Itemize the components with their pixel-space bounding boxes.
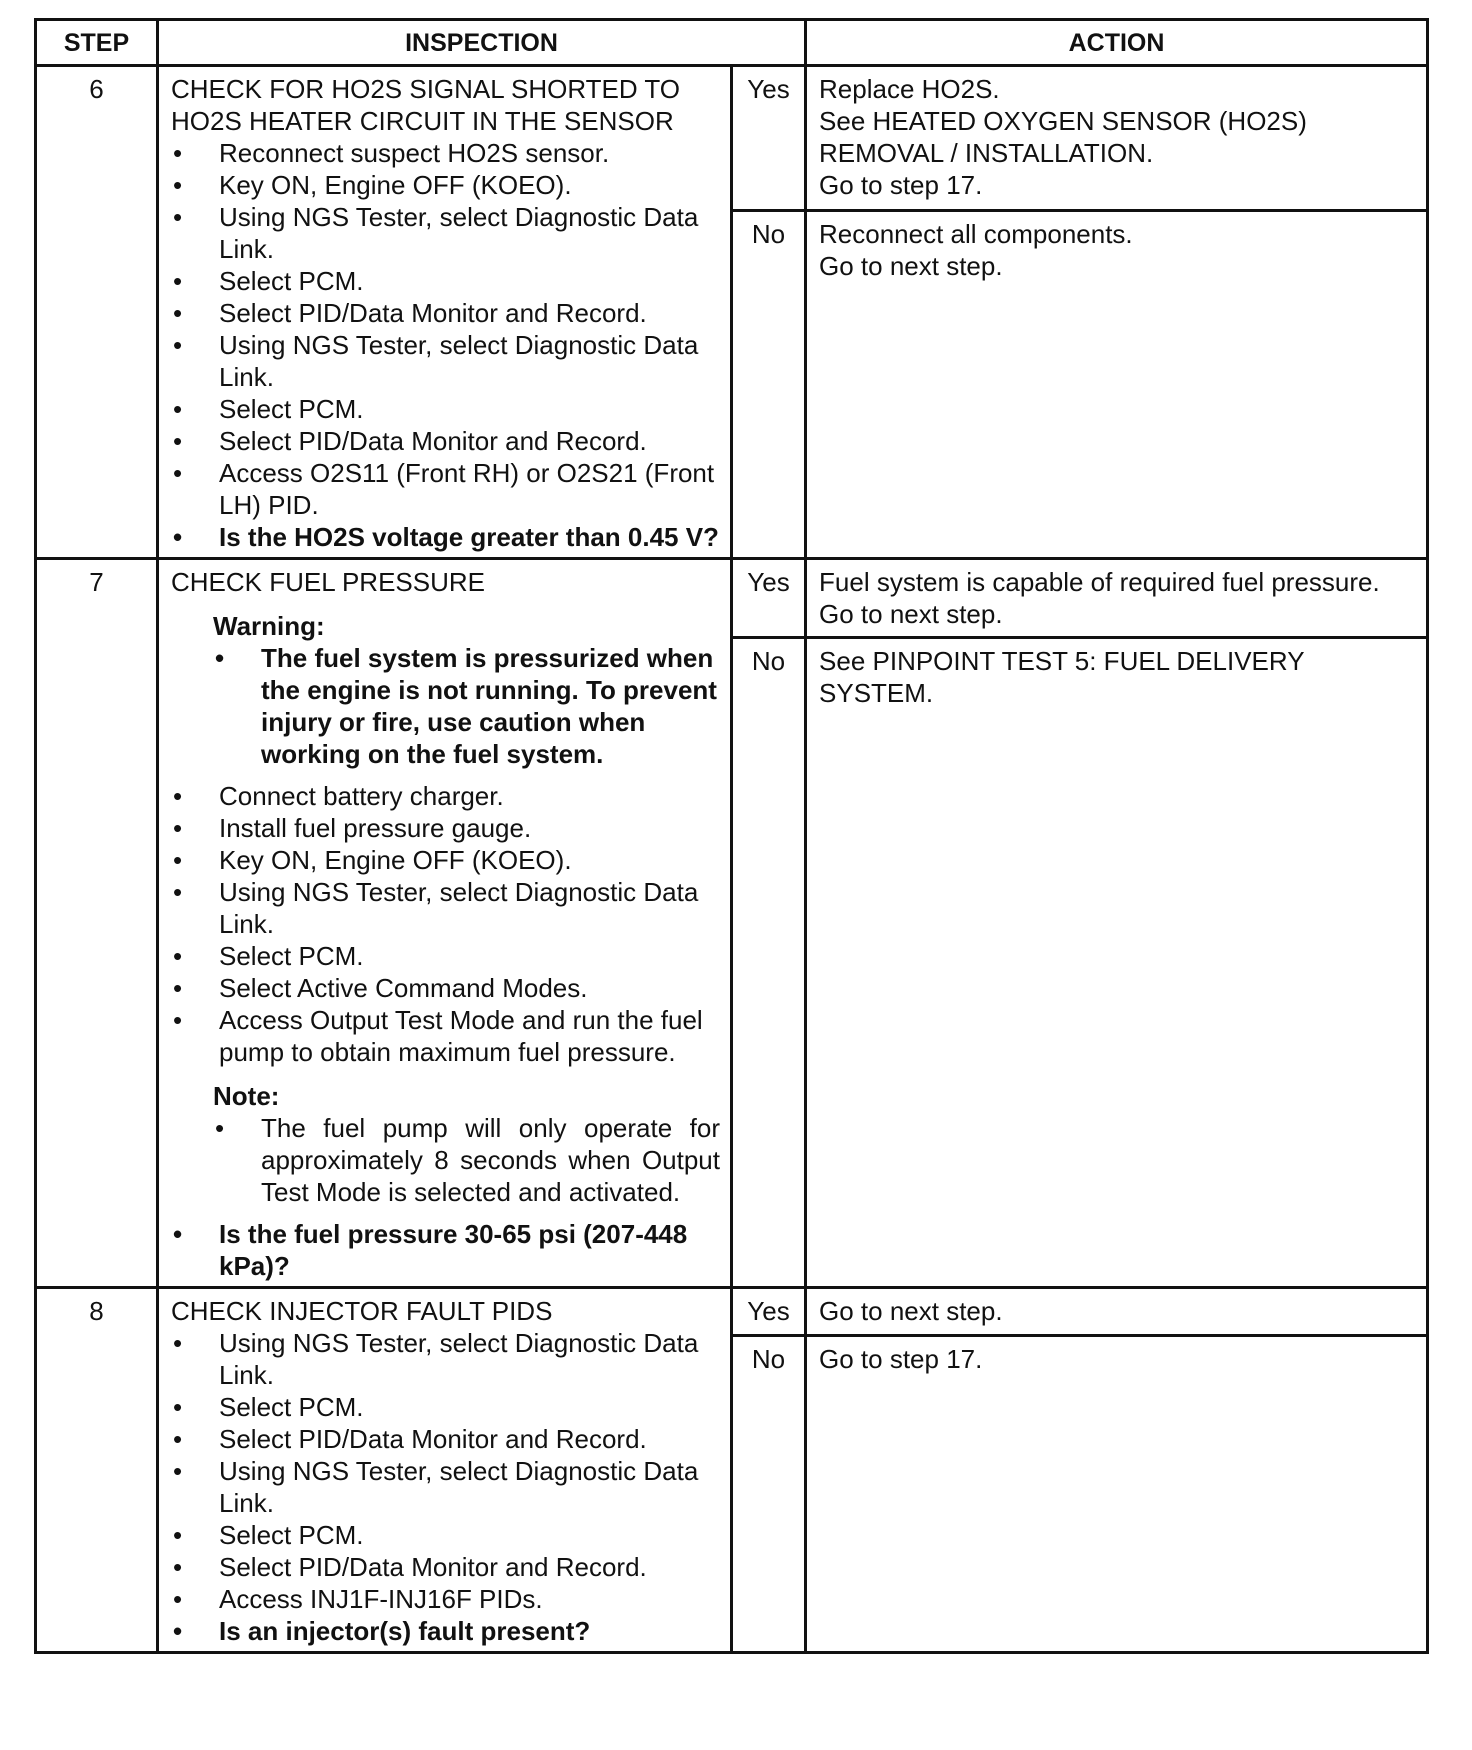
list-item: • Select PCM. <box>171 1391 720 1423</box>
list-item: • Using NGS Tester, select Diagnostic Data Link. <box>171 201 720 265</box>
warning-label: Warning: <box>213 611 325 641</box>
yes-action <box>806 66 1428 211</box>
inspection-cell <box>158 66 732 559</box>
action-line: Go to step 17. <box>819 170 983 200</box>
warning-list <box>213 642 720 770</box>
action-line: Go to next step. <box>819 599 1003 629</box>
list-item: • Access INJ1F-INJ16F PIDs. <box>171 1583 720 1615</box>
step-7-yes-row <box>36 559 1428 638</box>
step-number: 6 <box>36 66 158 559</box>
action-line: Reconnect all components. <box>819 219 1133 249</box>
step-title-line: HO2S HEATER CIRCUIT IN THE SENSOR <box>171 106 674 136</box>
list-item: • Using NGS Tester, select Diagnostic Data Link. <box>171 876 720 940</box>
inspection-bullets <box>171 137 720 553</box>
list-item: • Using NGS Tester, select Diagnostic Data Link. <box>171 329 720 393</box>
step-title: CHECK INJECTOR FAULT PIDS <box>171 1296 553 1326</box>
no-action <box>806 211 1428 559</box>
list-item: • Select PID/Data Monitor and Record. <box>171 297 720 329</box>
list-item: • Key ON, Engine OFF (KOEO). <box>171 169 720 201</box>
list-item: • Access O2S11 (Front RH) or O2S21 (Front LH) PID. <box>171 457 720 521</box>
no-label: No <box>732 638 806 1288</box>
inspection-bullets <box>171 1327 720 1647</box>
diagnostic-table <box>34 18 1429 1654</box>
action-line: Go to next step. <box>819 251 1003 281</box>
header-action: ACTION <box>806 20 1428 66</box>
header-row <box>36 20 1428 66</box>
action-line: Fuel system is capable of required fuel pressure. <box>819 567 1380 597</box>
action-line: Go to step 17. <box>819 1344 983 1374</box>
no-label: No <box>732 1336 806 1653</box>
action-line: Go to next step. <box>819 1296 1003 1326</box>
list-item: • Using NGS Tester, select Diagnostic Data Link. <box>171 1327 720 1391</box>
warning-text: • The fuel system is pressurized when the engine is not running. To prevent injury or fire, use caution when working on the fuel system. <box>213 642 720 770</box>
no-action <box>806 1336 1428 1653</box>
question-item: • Is the fuel pressure 30-65 psi (207-448 kPa)? <box>171 1218 720 1282</box>
no-label: No <box>732 211 806 559</box>
list-item: • Select PID/Data Monitor and Record. <box>171 1551 720 1583</box>
action-line: See HEATED OXYGEN SENSOR (HO2S) <box>819 106 1307 136</box>
warning-block <box>213 610 720 770</box>
list-item: • Access Output Test Mode and run the fuel pump to obtain maximum fuel pressure. <box>171 1004 720 1068</box>
action-line: REMOVAL / INSTALLATION. <box>819 138 1154 168</box>
list-item: • Select PCM. <box>171 940 720 972</box>
list-item: • Select PCM. <box>171 1519 720 1551</box>
question-list <box>171 1218 720 1282</box>
header-inspection: INSPECTION <box>158 20 806 66</box>
yes-label: Yes <box>732 66 806 211</box>
step-number: 7 <box>36 559 158 1288</box>
list-item: • Select Active Command Modes. <box>171 972 720 1004</box>
note-label: Note: <box>213 1081 280 1111</box>
yes-action <box>806 559 1428 638</box>
list-item: • Using NGS Tester, select Diagnostic Data Link. <box>171 1455 720 1519</box>
list-item: • Select PCM. <box>171 265 720 297</box>
question-item: • Is an injector(s) fault present? <box>171 1615 720 1647</box>
list-item: • Install fuel pressure gauge. <box>171 812 720 844</box>
inspection-bullets <box>171 780 720 1068</box>
list-item: • Select PCM. <box>171 393 720 425</box>
action-line: See PINPOINT TEST 5: FUEL DELIVERY SYSTEM. <box>819 646 1305 708</box>
list-item: • Connect battery charger. <box>171 780 720 812</box>
note-list <box>213 1112 720 1208</box>
inspection-cell <box>158 1288 732 1653</box>
step-number: 8 <box>36 1288 158 1653</box>
header-step: STEP <box>36 20 158 66</box>
inspection-cell <box>158 559 732 1288</box>
list-item: • Select PID/Data Monitor and Record. <box>171 1423 720 1455</box>
step-title: CHECK FUEL PRESSURE <box>171 567 485 597</box>
yes-label: Yes <box>732 1288 806 1336</box>
step-title <box>171 73 720 137</box>
note-block <box>213 1080 720 1208</box>
list-item: • Reconnect suspect HO2S sensor. <box>171 137 720 169</box>
question-item: • Is the HO2S voltage greater than 0.45 V? <box>171 521 720 553</box>
step-8-yes-row <box>36 1288 1428 1336</box>
no-action <box>806 638 1428 1288</box>
step-title-line: CHECK FOR HO2S SIGNAL SHORTED TO <box>171 74 681 104</box>
list-item: • Key ON, Engine OFF (KOEO). <box>171 844 720 876</box>
list-item: • Select PID/Data Monitor and Record. <box>171 425 720 457</box>
step-6-yes-row <box>36 66 1428 211</box>
note-text: • The fuel pump will only operate for approximately 8 seconds when Output Test Mode is selected and activated. <box>213 1112 720 1208</box>
yes-label: Yes <box>732 559 806 638</box>
yes-action <box>806 1288 1428 1336</box>
action-line: Replace HO2S. <box>819 74 1000 104</box>
